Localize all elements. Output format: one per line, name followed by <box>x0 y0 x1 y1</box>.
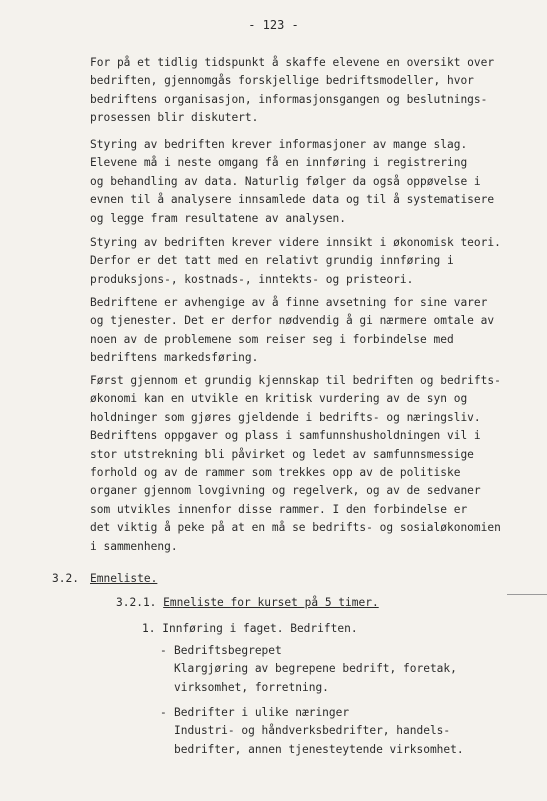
list-item <box>160 642 457 697</box>
item-heading <box>142 622 358 635</box>
subsection-heading <box>116 596 379 609</box>
list-item-title: Bedrifter i ulike næringer <box>174 706 350 719</box>
text-line: Styring av bedriften krever videre innsikt i økonomisk teori. <box>90 236 501 249</box>
text-line: bedriftens markedsføring. <box>90 351 259 365</box>
text-line: som utvikles innenfor disse rammer. I den forbindelse er <box>90 502 468 516</box>
text-line: Styring av bedriften krever informasjoner av mange slag. <box>90 138 468 151</box>
section-number: 3.2. <box>52 572 79 585</box>
text-line: organer gjennom lovgivning og regelverk, og av de sedvaner <box>90 484 481 498</box>
paragraph-3 <box>90 234 520 289</box>
list-item-title: Bedriftsbegrepet <box>174 644 282 657</box>
subsection-title: Emneliste for kurset på 5 timer. <box>163 596 379 609</box>
paragraph-1 <box>90 54 520 128</box>
text-line: produksjons-, kostnads-, inntekts- og pristeori. <box>90 272 414 286</box>
text-line: det viktig å peke på at en må se bedrifts- og sosialøkonomien <box>90 521 501 535</box>
section-heading <box>52 572 157 585</box>
dash: - <box>160 644 167 657</box>
text-line: og behandling av data. Naturlig følger da også oppøvelse i <box>90 174 481 188</box>
text-line: og tjenester. Det er derfor nødvendig å gi nærmere omtale av <box>90 314 495 328</box>
text-line: For på et tidlig tidspunkt å skaffe elevene en oversikt over <box>90 56 495 69</box>
section-title: Emneliste. <box>90 572 158 585</box>
paragraph-4 <box>90 294 520 368</box>
page-number: - 123 - <box>248 18 299 32</box>
text-line: i sammenheng. <box>90 539 178 553</box>
text-line: Klargjøring av begrepene bedrift, foretak, <box>174 662 457 676</box>
list-item <box>160 704 464 759</box>
text-line: noen av de problemene som reiser seg i forbindelse med <box>90 332 454 346</box>
text-line: Derfor er det tatt med en relativt grundig innføring i <box>90 254 454 268</box>
text-line: forhold og av de rammer som trekkes opp av de politiske <box>90 466 461 480</box>
text-line: bedrifter, annen tjenesteytende virksomhet. <box>174 742 464 756</box>
text-line: bedriftens organisasjon, informasjonsgangen og beslutnings- <box>90 92 488 106</box>
text-line: prosessen blir diskutert. <box>90 111 259 125</box>
text-line: Bedriftene er avhengige av å finne avsetning for sine varer <box>90 296 488 309</box>
text-line: Industri- og håndverksbedrifter, handels- <box>174 724 451 738</box>
text-line: Elevene må i neste omgang få en innføring i registrering <box>90 156 468 170</box>
text-line: og legge fram resultatene av analysen. <box>90 211 346 225</box>
paragraph-2 <box>90 136 520 228</box>
subsection-number: 3.2.1. <box>116 596 157 609</box>
text-line: stor utstrekning bli påvirket og ledet av samfunnsmessige <box>90 447 474 461</box>
text-line: evnen til å analysere innsamlede data og til å systematisere <box>90 193 495 207</box>
text-line: virksomhet, forretning. <box>174 680 329 694</box>
text-line: Bedriftens oppgaver og plass i samfunnshusholdningen vil i <box>90 429 481 443</box>
text-line: økonomi kan en utvikle en kritisk vurdering av de syn og <box>90 392 468 406</box>
text-line: bedriften, gjennomgås forskjellige bedriftsmodeller, hvor <box>90 74 474 88</box>
dash: - <box>160 706 167 719</box>
paragraph-5 <box>90 372 520 556</box>
item-number: 1. <box>142 622 156 635</box>
margin-mark <box>507 594 547 595</box>
text-line: holdninger som gjøres gjeldende i bedrifts- og næringsliv. <box>90 410 481 424</box>
text-line: Først gjennom et grundig kjennskap til bedriften og bedrifts- <box>90 374 501 387</box>
item-title: Innføring i faget. Bedriften. <box>162 622 358 635</box>
